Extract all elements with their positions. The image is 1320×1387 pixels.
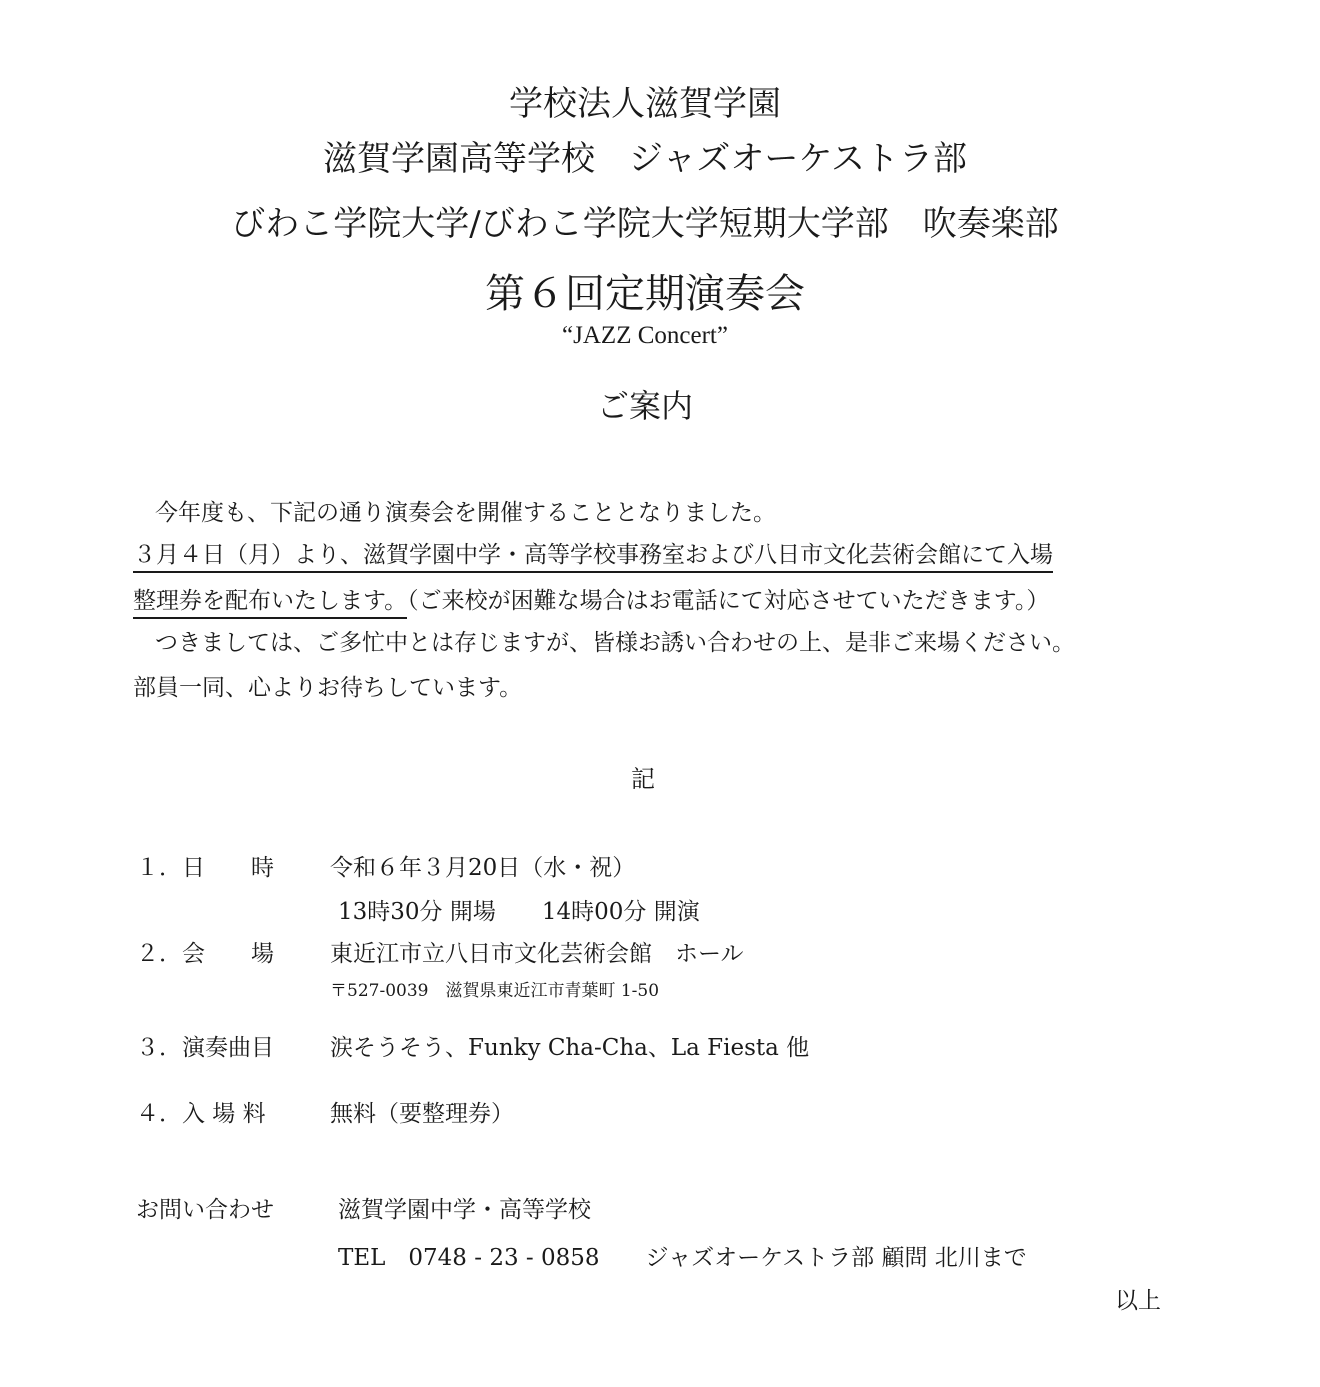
item-value-date: 令和６年３月20日（水・祝） [330,855,636,881]
intro-paragraph: 今年度も、下記の通り演奏会を開催することとなりました。 [155,500,776,526]
closing-mark: 以上 [1115,1288,1161,1314]
item-value-time: 13時30分 開場 14時00分 開演 [338,899,700,925]
concert-subtitle: “JAZZ Concert” [562,322,728,349]
item-value-venue: 東近江市立八日市文化芸術会館 ホール [330,941,744,967]
item-label-program: ３．演奏曲目 [136,1035,274,1061]
item-value-admission: 無料（要整理券） [330,1101,514,1127]
item-value-address: 〒527-0039 滋賀県東近江市青葉町 1-50 [330,981,660,1001]
concert-title: 第６回定期演奏会 [485,271,805,317]
contact-phone: TEL 0748 - 23 - 0858 ジャズオーケストラ部 顧問 北川まで [338,1245,1027,1271]
ki-heading: 記 [631,765,655,793]
closing-greeting: 部員一同、心よりお待ちしています。 [133,675,523,701]
ticket-info-underlined: ３月４日（月）より、滋賀学園中学・高等学校事務室および八日市文化芸術会館にて入場 [133,542,1053,573]
university-club-name: びわこ学院大学/びわこ学院大学短期大学部 吹奏楽部 [231,204,1059,244]
school-club-name: 滋賀学園高等学校 ジャズオーケストラ部 [323,139,967,179]
ticket-info-note: （ご来校が困難な場合はお電話にて対応させていただきます。） [407,588,1050,614]
ticket-info-line1 [133,539,1053,571]
organization-name: 学校法人滋賀学園 [509,84,781,124]
item-label-venue: ２．会 場 [136,941,274,967]
item-value-program: 涙そうそう、Funky Cha-Cha、La Fiesta 他 [330,1035,810,1061]
item-label-admission: ４．入 場 料 [136,1101,266,1127]
contact-label: お問い合わせ [136,1197,274,1223]
ticket-info-underlined-2: 整理券を配布いたします。 [133,588,407,619]
item-label-datetime: １．日 時 [136,855,274,881]
invitation-paragraph: つきましては、ご多忙中とは存じますが、皆様お誘い合わせの上、是非ご来場ください。 [155,630,1075,656]
notice-heading: ご案内 [596,387,693,425]
ticket-info-line2 [133,585,1049,617]
contact-school: 滋賀学園中学・高等学校 [338,1197,591,1223]
